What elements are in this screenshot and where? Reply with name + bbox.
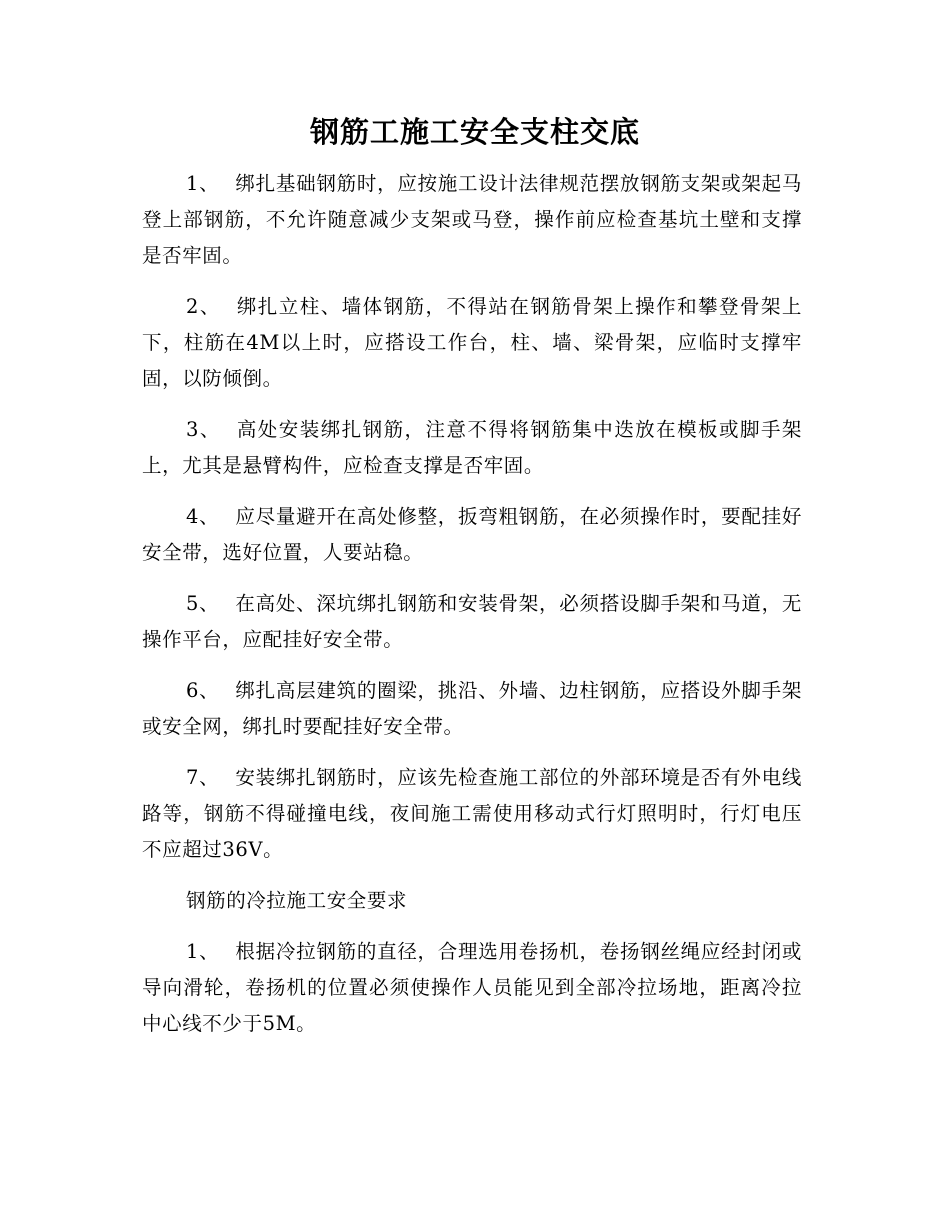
paragraph-number: 1、 (186, 940, 220, 963)
paragraph-number: 7、 (186, 766, 220, 789)
document-title: 钢筋工施工安全支柱交底 (309, 115, 640, 149)
paragraph-text: 绑扎立柱、墙体钢筋，不得站在钢筋骨架上操作和攀登骨架上下，柱筋在4M以上时，应搭设工作台，柱、墙、梁骨架，应临时支撑牢固，以防倾倒。 (142, 295, 803, 390)
document-body (142, 166, 802, 1057)
paragraph-7 (142, 760, 802, 868)
paragraph-text: 高处安装绑扎钢筋，注意不得将钢筋集中迭放在模板或脚手架上，尤其是悬臂构件，应检查支撑是否牢固。 (142, 418, 803, 477)
paragraph-text: 在高处、深坑绑扎钢筋和安装骨架，必须搭设脚手架和马道，无操作平台，应配挂好安全带。 (142, 592, 802, 651)
paragraph-2 (142, 289, 802, 397)
paragraph-text: 应尽量避开在高处修整，扳弯粗钢筋，在必须操作时，要配挂好安全带，选好位置，人要站稳。 (142, 505, 802, 564)
paragraph-number: 6、 (186, 679, 220, 702)
paragraph-number: 2、 (186, 295, 221, 318)
paragraph-text: 绑扎基础钢筋时，应按施工设计法律规范摆放钢筋支架或架起马登上部钢筋，不允许随意减少支架或马登，操作前应检查基坑土壁和支撑是否牢固。 (142, 172, 802, 267)
paragraph-1 (142, 166, 802, 274)
paragraph-text: 绑扎高层建筑的圈梁，挑沿、外墙、边柱钢筋，应搭设外脚手架或安全网，绑扎时要配挂好安全带。 (142, 679, 802, 738)
paragraph-number: 3、 (186, 418, 221, 441)
paragraph-6 (142, 673, 802, 745)
paragraph-number: 1、 (186, 172, 220, 195)
sub-paragraph-1 (142, 934, 802, 1042)
paragraph-text: 安装绑扎钢筋时，应该先检查施工部位的外部环境是否有外电线路等，钢筋不得碰撞电线，夜间施工需使用移动式行灯照明时，行灯电压不应超过36V。 (142, 766, 802, 861)
paragraph-text: 根据冷拉钢筋的直径，合理选用卷扬机，卷扬钢丝绳应经封闭或导向滑轮，卷扬机的位置必须使操作人员能见到全部冷拉场地，距离冷拉中心线不少于5M。 (142, 940, 802, 1035)
paragraph-5 (142, 586, 802, 658)
paragraph-3 (142, 412, 802, 484)
paragraph-number: 5、 (186, 592, 220, 615)
paragraph-4 (142, 499, 802, 571)
section-subheading: 钢筋的冷拉施工安全要求 (186, 889, 408, 912)
paragraph-number: 4、 (186, 505, 220, 528)
